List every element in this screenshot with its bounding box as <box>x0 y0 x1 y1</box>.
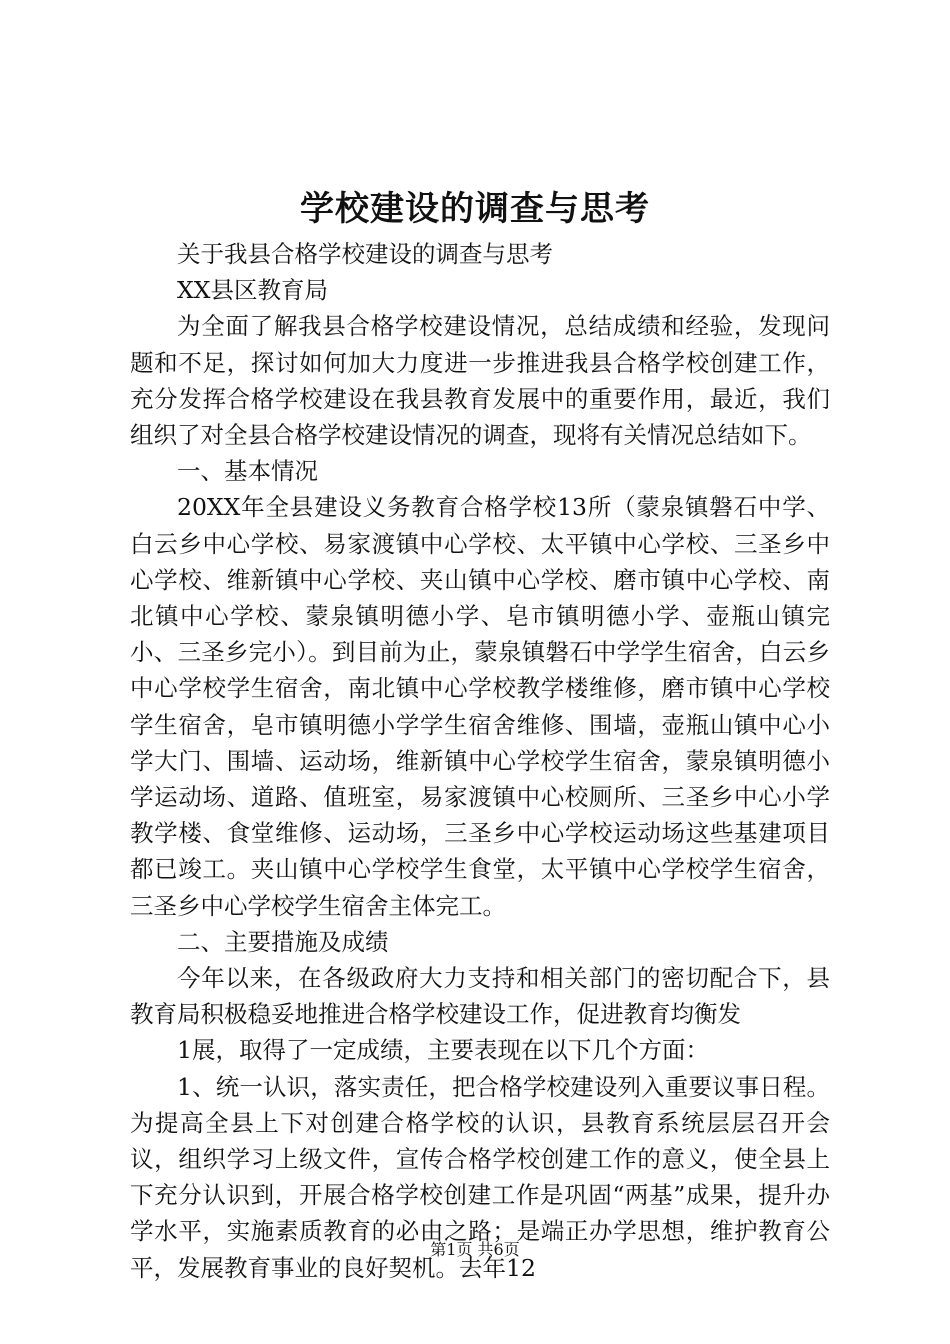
document-body <box>130 236 830 1286</box>
measure-one-paragraph: 1、统一认识，落实责任，把合格学校建设列入重要议事日程。为提高全县上下对创建合格学校的认识，县教育系统层层召开会议，组织学习上级文件，宣传合格学校创建工作的意义，使全县上下充分认识到，开展合格学校创建工作是巩固“两基”成果，提升办学水平，实施素质教育的必由之路；是端正办学思想，维护教育公平，发展教育事业的良好契机。去年12 <box>130 1072 830 1282</box>
subtitle-paragraph: 关于我县合格学校建设的调查与思考 <box>177 240 553 268</box>
measures-continuation-paragraph: 1展，取得了一定成绩，主要表现在以下几个方面： <box>177 1036 709 1065</box>
measures-intro-paragraph: 今年以来，在各级政府大力支持和相关部门的密切配合下，县教育局积极稳妥地推进合格学校建设工作，促进教育均衡发 <box>130 964 830 1029</box>
basic-situation-paragraph: 20XX年全县建设义务教育合格学校13所（蒙泉镇磐石中学、白云乡中心学校、易家渡镇中心学校、太平镇中心学校、三圣乡中心学校、维新镇中心学校、夹山镇中心学校、磨市镇中心学校、南北镇中心学校、蒙泉镇明德小学、皂市镇明德小学、壶瓶山镇完小、三圣乡完小）。到目前为止，蒙泉镇磐石中学学生宿舍，白云乡中心学校学生宿舍，南北镇中心学校教学楼维修，磨市镇中心学校学生宿舍，皂市镇明德小学学生宿舍维修、围墙，壶瓶山镇中心小学大门、围墙、运动场，维新镇中心学校学生宿舍，蒙泉镇明德小学运动场、道路、值班室，易家渡镇中心校厕所、三圣乡中心小学教学楼、食堂维修、运动场，三圣乡中心学校运动场这些基建项目都已竣工。夹山镇中心学校学生食堂，太平镇中心学校学生宿舍，三圣乡中心学校学生宿舍主体完工。 <box>130 493 830 920</box>
section-heading-basic: 一、基本情况 <box>177 457 318 486</box>
page-footer: 第1页 共6页 <box>430 1240 520 1259</box>
intro-paragraph: 为全面了解我县合格学校建设情况，总结成绩和经验，发现问题和不足，探讨如何加大力度进一步推进我县合格学校创建工作，充分发挥合格学校建设在我县教育发展中的重要作用，最近，我们组织了对全县合格学校建设情况的调查，现将有关情况总结如下。 <box>130 312 830 450</box>
author-paragraph: XX县区教育局 <box>177 276 328 305</box>
section-heading-measures: 二、主要措施及成绩 <box>177 927 389 956</box>
document-title: 学校建设的调查与思考 <box>300 189 650 229</box>
